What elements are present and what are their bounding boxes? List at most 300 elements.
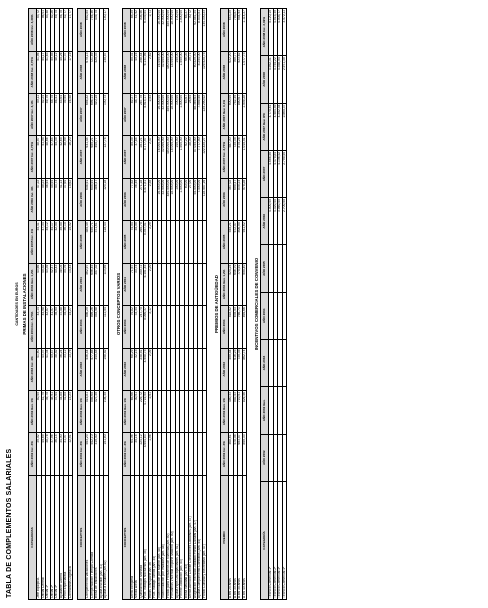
table-cell: 894,66 [242, 306, 247, 348]
table-cell [282, 434, 287, 481]
table-cell: 56,01 [41, 9, 46, 52]
table-cell: 39,95 [55, 306, 60, 348]
table-cell: 32,15 [135, 348, 140, 390]
table-cell: 480.000,00 [166, 136, 171, 178]
table-cell: 123,18 [104, 178, 109, 220]
table-cell: 88,20 [130, 9, 135, 52]
row-label: Técnico Comercial 4ª [282, 481, 287, 599]
table-cell: 7.500,00 [198, 178, 203, 220]
column-header: AÑO 2008 [78, 9, 86, 52]
table-cell: 46,79 [59, 9, 64, 52]
table-cell: 739,35 [238, 348, 243, 390]
column-header: AÑO 2008 [122, 9, 130, 52]
table-cell: 503,23 [86, 433, 91, 475]
table-cell: 36,14 [55, 433, 60, 475]
column-header: AÑO 2007 Inc. 3,70% [29, 136, 37, 178]
column-header: AÑO 2004 [78, 263, 86, 305]
row-label: Oficial Central [41, 475, 46, 599]
table-cell: 693,57 [238, 433, 243, 475]
table-cell: 5.571,81 [144, 178, 149, 220]
table-cell: 646,22 [86, 93, 91, 135]
row-label: Ayuda Hijos Discapacitados (Art. 51) [175, 475, 180, 599]
table-cell: 51,05 [41, 136, 46, 178]
table-cell: 43,66 [37, 263, 42, 305]
table-cell: 567,02 [229, 178, 234, 220]
table-cell: 36,15 [64, 221, 69, 263]
column-header: AÑO 2007 [261, 150, 269, 197]
table-cell: 16,20 [68, 136, 73, 178]
row-label: Compensación Tiempo Comida [90, 475, 95, 599]
table-cell: 721,89 [90, 51, 95, 93]
row-label: Indemnización por Invalidez (Art. 48) [162, 475, 167, 599]
table-cell: 468,61 [229, 433, 234, 475]
column-header: AÑO 2007 Rev. 6,1% [221, 93, 229, 135]
table-cell: 36,49 [135, 178, 140, 220]
table-cell: 1.015,51 [242, 136, 247, 178]
table-cell: 42,05 [55, 221, 60, 263]
table-cell: 643,29 [229, 9, 234, 52]
table-cell: 45,94 [50, 178, 55, 220]
column-header: AÑO 2006 Inc. 4% [29, 178, 37, 220]
column-header: AÑO 2004 [221, 306, 229, 348]
table-cell: 8.254,00 [198, 51, 203, 93]
table-cell: 49,79 [46, 93, 51, 135]
column-header: AÑO 2002 Inc. 3% [78, 433, 86, 475]
row-label: Asignación mensual Jubilado Fondo Cultural (Art. 47) [193, 475, 198, 599]
table-cell: 4.106,52 [278, 150, 283, 197]
table-cell: 340,48 [95, 348, 100, 390]
table-cell: 32.000,00 [162, 136, 167, 178]
table-cell: 82,27 [130, 93, 135, 135]
table-cell: 4.915,39 [273, 9, 278, 56]
table-cell: 4.908,75 [144, 348, 149, 390]
table-cell: 8.533,81 [198, 9, 203, 52]
table-cell: 118.057,16 [202, 178, 207, 220]
column-header: AÑO 2006 [221, 178, 229, 220]
row-label: Préstamos Vivienda Importe Máximo (Art. 50) [171, 475, 176, 599]
table-cell: 14,27 [68, 306, 73, 348]
table-cell: 51,96 [37, 51, 42, 93]
column-header: AÑO 2007 [122, 136, 130, 178]
table-cell: 890,67 [238, 93, 243, 135]
table-cell: 2,09 [148, 348, 153, 390]
table-cell: 3.072,11 [282, 9, 287, 56]
otros-table [77, 8, 109, 600]
table-cell: 52,24 [41, 93, 46, 135]
table-cell: 38,52 [55, 348, 60, 390]
column-header-label: CATEGORÍA [261, 481, 269, 599]
table-cell: 41,52 [135, 9, 140, 52]
row-label: Complemento Vacaciones [86, 475, 91, 599]
table-cell: 7.959,50 [198, 93, 203, 135]
table-cell: 36,24 [59, 348, 64, 390]
table-cell: 45,35 [55, 136, 60, 178]
table-cell: 480.000,00 [166, 178, 171, 220]
table-cell: 2,01 [148, 391, 153, 433]
row-label: Oficial 2ª [50, 475, 55, 599]
table-cell: 839,23 [238, 178, 243, 220]
table-cell: 112,54 [104, 306, 109, 348]
column-header: AÑO 2002 Rev. 1% [29, 391, 37, 433]
column-header: AÑO 2002 [261, 434, 269, 481]
table-cell: 40,47 [50, 348, 55, 390]
table-cell: 672,57 [233, 221, 238, 263]
table-cell: 50,55 [50, 51, 55, 93]
table-cell: 43,14 [37, 306, 42, 348]
table-cell: 16.000,00 [157, 136, 162, 178]
table-cell: 108,52 [104, 348, 109, 390]
row-label: Premio Jubilación (Art. 53) [180, 475, 185, 599]
table-cell: 319,40 [95, 433, 100, 475]
table-cell: 5.151,45 [144, 263, 149, 305]
table-cell: 4.500,00 [269, 198, 274, 245]
table-cell: 606,45 [90, 263, 95, 305]
table-cell: 60.529,30 [193, 51, 198, 93]
table-cell: 113,89 [104, 263, 109, 305]
column-header: AÑO 2006 [78, 178, 86, 220]
table-cell: 13,23 [68, 391, 73, 433]
table-cell: 12,91 [68, 433, 73, 475]
table-cell: 480,33 [229, 391, 234, 433]
table-cell: 43,37 [41, 348, 46, 390]
table-cell [282, 387, 287, 434]
table-cell: 2,38 [148, 178, 153, 220]
table-cell: 2,20 [148, 263, 153, 305]
table-cell: 42,77 [64, 9, 69, 52]
table-cell: 5.090,37 [144, 306, 149, 348]
table-cell: 39,55 [59, 221, 64, 263]
table-cell: 66,03 [184, 51, 189, 93]
table-cell: 43,64 [59, 93, 64, 135]
column-header: AÑO 2007 Rev. IPC [261, 103, 269, 150]
column-header: AÑO 2002 Rev. 1% [221, 391, 229, 433]
table-cell: 480.000,00 [166, 9, 171, 52]
table-cell: 425,33 [95, 51, 100, 93]
table-cell: 80,39 [130, 136, 135, 178]
table-cell: 41,13 [59, 178, 64, 220]
row-label: A los 30 años [233, 475, 238, 599]
row-label: Ayuda a Estudios (Art.52) [104, 475, 109, 599]
table-cell: 53,72 [37, 9, 42, 52]
table-cell: 5.913,17 [144, 93, 149, 135]
table-cell: 592,53 [233, 391, 238, 433]
table-cell: 480.000,00 [166, 51, 171, 93]
table-cell: 5.120,19 [269, 9, 274, 56]
table-cell: 40,43 [55, 263, 60, 305]
table-cell: 16.000,00 [157, 9, 162, 52]
row-label: A los 35 años [238, 475, 243, 599]
table-cell: 42,65 [59, 136, 64, 178]
table-cell: 410,15 [95, 93, 100, 135]
row-label: Plus Trabajos Nocturnos (Art. 35) [144, 475, 149, 599]
table-cell: 353,08 [95, 306, 100, 348]
table-cell: 2.865,37 [282, 103, 287, 150]
table-cell: 1.500,00 [180, 9, 185, 52]
table-row [104, 9, 109, 600]
table-cell [282, 292, 287, 339]
table-cell: 34,00 [59, 433, 64, 475]
table-cell: 62,22 [184, 136, 189, 178]
table-cell: 32.000,00 [162, 93, 167, 135]
table-cell [202, 306, 207, 348]
column-header: AÑO 2003 [122, 348, 130, 390]
table-cell: 100,00 [175, 9, 180, 52]
table-cell: 130,73 [104, 93, 109, 135]
table-cell: 54,17 [41, 51, 46, 93]
table-cell: 1.114,27 [242, 9, 247, 52]
table-cell: 655,94 [90, 178, 95, 220]
table-cell: 17,77 [68, 9, 73, 52]
table-cell: 371,61 [95, 221, 100, 263]
antiguedad-table [220, 8, 247, 600]
table-cell: 29,71 [189, 51, 194, 93]
column-header: AÑO 2004 [78, 306, 86, 348]
column-header: AÑO 2006 [261, 198, 269, 245]
table-cell: 4.320,00 [273, 198, 278, 245]
table-cell: 2,17 [148, 306, 153, 348]
table-cell: 30,16 [135, 433, 140, 475]
table-cell: 122.425,27 [202, 136, 207, 178]
table-cell: 14,44 [68, 263, 73, 305]
table-cell: 578,08 [233, 433, 238, 475]
table-cell [202, 433, 207, 475]
table-cell: 639,03 [233, 306, 238, 348]
column-header: AÑO 2003 [78, 348, 86, 390]
table-cell: 271,18 [139, 178, 144, 220]
column-header-label: PREMIO [221, 475, 229, 599]
table-cell: 43,39 [46, 263, 51, 305]
table-cell: 38,78 [46, 433, 51, 475]
table-cell: 2,29 [148, 221, 153, 263]
table-cell: 41,60 [37, 348, 42, 390]
table-cell: 17,19 [68, 51, 73, 93]
table-cell: 806,95 [238, 221, 243, 263]
table-cell: 600,00 [229, 93, 234, 135]
table-cell: 18.000,00 [171, 9, 176, 52]
table-cell: 229,72 [139, 391, 144, 433]
table-cell: 238,91 [139, 348, 144, 390]
table-cell: 48,66 [46, 136, 51, 178]
table-cell: 680,21 [90, 136, 95, 178]
table-cell: 37,58 [59, 306, 64, 348]
table-cell: 27,00 [189, 178, 194, 220]
table-cell: 18.000,00 [171, 51, 176, 93]
table-cell: 6.339,84 [144, 9, 149, 52]
table-cell: 15,02 [68, 221, 73, 263]
table-cell: 43,73 [55, 178, 60, 220]
table-cell: 74,54 [130, 221, 135, 263]
otros2-table [122, 8, 208, 600]
row-label: Jefe Equipo A [37, 475, 42, 599]
table-cell: 829,56 [242, 391, 247, 433]
table-cell: 32.000,00 [162, 9, 167, 52]
table-cell: 524,24 [229, 263, 234, 305]
column-header: AÑO 2004 [122, 306, 130, 348]
row-label: Ayuda Cumplimiento Contratos (Ant. 54) [198, 475, 203, 599]
table-cell: 696,13 [90, 93, 95, 135]
table-cell: 795,87 [233, 9, 238, 52]
column-header-label: CONCEPTOS [122, 475, 130, 599]
table-cell: 4.719,95 [144, 391, 149, 433]
table-cell: 357,32 [95, 263, 100, 305]
table-cell: 16.000,00 [157, 178, 162, 220]
table-cell: 100,00 [175, 51, 180, 93]
table-cell: 1.500,00 [180, 136, 185, 178]
row-label: Peón Especialista [64, 475, 69, 599]
table-cell: 4.584,59 [273, 103, 278, 150]
otros-title: OTROS CONCEPTOS VARIOS [115, 272, 121, 336]
table-cell: 60,00 [184, 178, 189, 220]
table-cell: 4.666,50 [269, 150, 274, 197]
table-cell: 769,77 [233, 51, 238, 93]
table-cell: 710,91 [238, 391, 243, 433]
table-cell: 47,22 [37, 178, 42, 220]
table-cell: 499,54 [229, 348, 234, 390]
table-cell: 954,93 [238, 9, 243, 52]
table-cell: 63,67 [184, 93, 189, 135]
table-cell: 50,11 [37, 93, 42, 135]
row-label: Bolsa Navidad (Art. 53) [184, 475, 189, 599]
table-cell [202, 263, 207, 305]
table-cell: 6.131,96 [144, 51, 149, 93]
table-cell: 2,62 [148, 51, 153, 93]
table-cell: 32.000,00 [162, 51, 167, 93]
table-cell: 125.290,02 [202, 93, 207, 135]
table-cell [202, 391, 207, 433]
column-header: AÑO 2005 [221, 221, 229, 263]
table-cell: 52,26 [50, 9, 55, 52]
table-cell: 39,02 [37, 433, 42, 475]
table-cell: 616,23 [233, 348, 238, 390]
column-header: AÑO 2004 Rev. 1,2% [221, 263, 229, 305]
column-header: AÑO 2002 Rev. [261, 387, 269, 434]
table-cell: 4.505,77 [278, 9, 283, 56]
table-cell: 630,71 [90, 221, 95, 263]
table-cell: 100,00 [175, 178, 180, 220]
row-label: A los 25 años [229, 475, 234, 599]
table-cell: 862,74 [242, 348, 247, 390]
column-header: AÑO 2002 Inc. 3% [122, 433, 130, 475]
table-cell: 57.035,00 [193, 136, 198, 178]
table-cell: 40,16 [135, 51, 140, 93]
table-cell: 32.000,00 [162, 178, 167, 220]
table-cell: 622,20 [229, 51, 234, 93]
column-header-label: CATEGORIAS [29, 475, 37, 599]
table-cell: 18.000,00 [171, 178, 176, 220]
row-label: Horas Transporte Art. 36 [148, 475, 153, 599]
row-label: Técnico Comercial 3ª [278, 481, 283, 599]
table-cell: 1.500,00 [180, 93, 185, 135]
table-cell: 45,12 [46, 221, 51, 263]
table-cell: 646,70 [233, 263, 238, 305]
table-cell: 2.700,00 [282, 198, 287, 245]
table-cell: 45,26 [59, 51, 64, 93]
table-cell: 608,91 [86, 178, 91, 220]
table-cell: 100,00 [175, 93, 180, 135]
convenio-title: INCENTIVOS COMERCIALES DE CONVENIO [254, 257, 259, 351]
table-cell: 127,74 [104, 136, 109, 178]
table-cell: 134.330,23 [202, 9, 207, 52]
table-cell: 1.500,00 [180, 178, 185, 220]
table-cell: 47,64 [50, 136, 55, 178]
row-label: Indemnización por Muerte (Art. 48) [157, 475, 162, 599]
table-cell: 41,97 [50, 306, 55, 348]
convenio-header-row [261, 9, 269, 600]
table-cell: 37,04 [55, 391, 60, 433]
table-cell: 3.960,00 [278, 198, 283, 245]
table-cell: 13,76 [68, 348, 73, 390]
column-header: AÑO 2008 [261, 56, 269, 103]
table-cell: 48,97 [37, 136, 42, 178]
table-cell: 46,41 [55, 93, 60, 135]
column-header: AÑO 2006 [122, 178, 130, 220]
column-header: AÑO 2008 [221, 51, 229, 93]
table-cell: 247,75 [139, 306, 144, 348]
table-cell: 70,82 [130, 306, 135, 348]
table-cell: 308,56 [139, 9, 144, 52]
row-label: Contratistas Logística [68, 475, 73, 599]
table-cell: 58.369,63 [193, 93, 198, 135]
table-cell: 281,21 [139, 136, 144, 178]
column-header: AÑO 2005 [78, 221, 86, 263]
table-cell: 37,60 [64, 178, 69, 220]
table-cell: 71,67 [130, 263, 135, 305]
column-header: AÑO 2002 Rev. 1% [122, 391, 130, 433]
table-cell: 4.754,22 [273, 56, 278, 103]
table-cell: 542,10 [90, 433, 95, 475]
table-cell: 42,47 [50, 263, 55, 305]
table-cell: 39,75 [46, 391, 51, 433]
table-cell: 4.775,61 [269, 103, 274, 150]
table-cell: 287,79 [139, 93, 144, 135]
column-header: AÑO 2004 [122, 263, 130, 305]
table-cell: 941,62 [242, 221, 247, 263]
table-cell: 2,71 [148, 9, 153, 52]
table-cell: 53,38 [46, 9, 51, 52]
column-header: AÑO 2008 [122, 51, 130, 93]
table-cell: 33,34 [135, 306, 140, 348]
column-header: AÑO 2003 Inc. 4% [29, 348, 37, 390]
table-cell: 400,77 [95, 136, 100, 178]
row-label: Quebranto de Moneda [139, 475, 144, 599]
column-header: AÑO 2003 [261, 339, 269, 386]
table-cell: 48,75 [50, 93, 55, 135]
table-cell: 4.479,84 [273, 150, 278, 197]
table-cell: 905,40 [242, 263, 247, 305]
column-header: AÑO 2005 [261, 245, 269, 292]
column-header: AÑO 2002 Inc. 3% [29, 433, 37, 475]
table-cell: 100,00 [175, 136, 180, 178]
table-cell: 28,65 [189, 93, 194, 135]
row-label: Dieta completa [130, 475, 135, 599]
table-cell: 692,85 [86, 9, 91, 52]
row-label: A los 40 años [242, 475, 247, 599]
column-header: AÑO 2005 [122, 221, 130, 263]
table-cell: 545,21 [229, 221, 234, 263]
table-cell: 2,53 [148, 93, 153, 135]
table-cell: 746,36 [90, 9, 95, 52]
table-cell: 28,00 [189, 136, 194, 178]
column-header: AÑO 2007 [78, 136, 86, 178]
table-cell: 34,76 [64, 263, 69, 305]
table-cell: 16,58 [68, 93, 73, 135]
row-label: Dietas Atención Comité Condiciones Laborales (Art. 47) [189, 475, 194, 599]
table-cell: 140,17 [104, 9, 109, 52]
row-label: Plus Trabajo Turnos (Art. 35) [153, 475, 158, 599]
table-cell: 41,34 [46, 348, 51, 390]
table-cell: 48,12 [55, 51, 60, 93]
table-cell: 34,35 [64, 306, 69, 348]
